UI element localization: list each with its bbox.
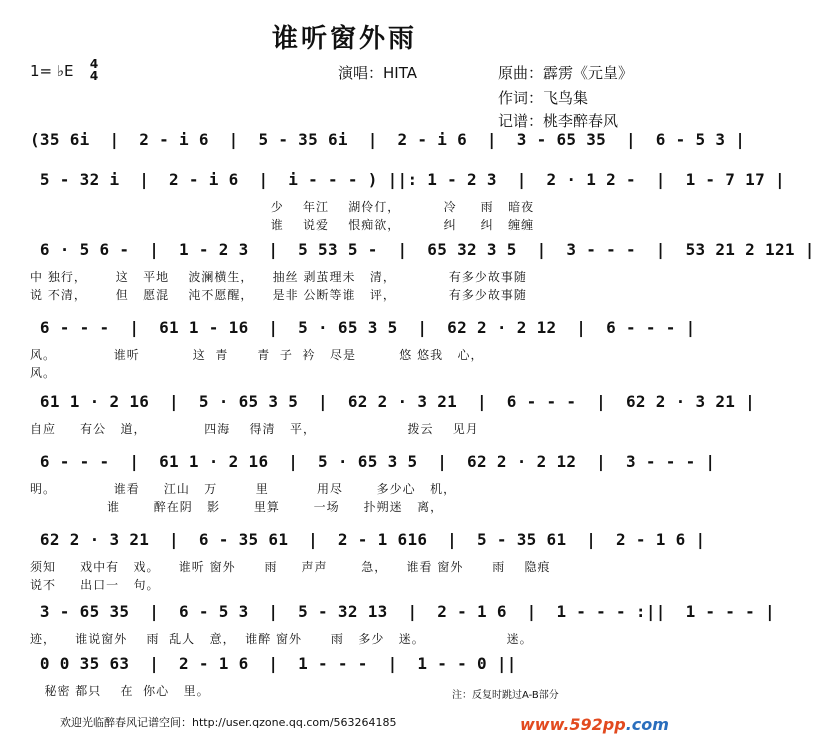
time-signature-top: 4 xyxy=(89,57,99,71)
song-title: 谁听窗外雨 xyxy=(271,24,417,54)
notation-line: 5 - 32 i | 2 - i 6 | i - - - ) ||: 1 - 2 3 | 2 · 1 2 - | 1 - 7 17 | xyxy=(30,170,785,189)
lyric-line-verse1: 秘密 都只 在 你心 里。 xyxy=(30,684,210,698)
notation-line: 6 - - - | 61 1 · 2 16 | 5 · 65 3 5 | 62 2 · 2 12 | 3 - - - | xyxy=(30,452,716,471)
lyric-line-verse1: 自应 有公 道， 四海 得清 平， 拨云 见月 xyxy=(30,422,479,436)
notation-line: (35 6i | 2 - i 6 | 5 - 35 6i | 2 - i 6 | 3 - 65 35 | 6 - 5 3 | xyxy=(30,130,746,149)
lyric-line-verse1: 少 年江 湖伶仃， 冷 雨 暗夜 xyxy=(30,200,535,214)
lyric-line-verse1: 中 独行， 这 平地 波澜横生， 抽丝 剥茧理未 清， 有多少故事随 xyxy=(30,270,527,284)
lyricist-credit: 作词：飞鸟集 xyxy=(498,89,589,107)
site-logo-name: www.592pp xyxy=(520,715,626,734)
lyric-line-verse2: 说不 出口一 句。 xyxy=(30,578,160,592)
footer-credit: 欢迎光临醉春风记谱空间：http://user.qzone.qq.com/563264185 xyxy=(60,716,397,729)
lyric-line-verse2: 说 不清， 但 愿混 沌不愿醒， 是非 公断等谁 评， 有多少故事随 xyxy=(30,288,527,302)
lyric-line-verse1: 风。 谁听 这 青 青 子 衿 尽是 悠 悠我 心， xyxy=(30,348,484,362)
notation-line: 6 · 5 6 - | 1 - 2 3 | 5 53 5 - | 65 32 3 5 | 3 - - - | 53 21 2 121 | xyxy=(30,240,815,259)
notation-line: 3 - 65 35 | 6 - 5 3 | 5 - 32 13 | 2 - 1 6 | 1 - - - :|| 1 - - - | xyxy=(30,602,775,621)
original-credit: 原曲：霹雳《元皇》 xyxy=(498,64,634,82)
repeat-footnote: 注：反复时跳过A-B部分 xyxy=(452,690,559,701)
lyric-line-verse2: 风。 xyxy=(30,366,57,380)
site-logo xyxy=(520,715,669,734)
key-signature: 1= ♭E xyxy=(30,62,74,80)
lyric-line-verse2: 谁 说爱 恨痴欲， 纠 纠 缠缠 xyxy=(30,218,535,232)
notation-line: 62 2 · 3 21 | 6 - 35 61 | 2 - 1 616 | 5 - 35 61 | 2 - 1 6 | xyxy=(30,530,706,549)
lyric-line-verse1: 迹， 谁说窗外 雨 乱人 意， 谁醉 窗外 雨 多少 迷。 迷。 xyxy=(30,632,533,646)
notation-line: 6 - - - | 61 1 - 16 | 5 · 65 3 5 | 62 2 · 2 12 | 6 - - - | xyxy=(30,318,696,337)
lyric-line-verse2: 谁 醉在阴 影 里算 一场 扑朔迷 离， xyxy=(30,500,444,514)
recorder-credit: 记谱：桃李醉春风 xyxy=(498,112,619,130)
time-signature xyxy=(88,58,100,82)
notation-line: 61 1 · 2 16 | 5 · 65 3 5 | 62 2 · 3 21 | 6 - - - | 62 2 · 3 21 | xyxy=(30,392,756,411)
lyric-line-verse1: 明。 谁看 江山 万 里 用尽 多少心 机， xyxy=(30,482,457,496)
time-signature-bottom: 4 xyxy=(89,69,99,83)
notation-line: 0 0 35 63 | 2 - 1 6 | 1 - - - | 1 - - 0 || xyxy=(30,654,517,673)
site-logo-tld: .com xyxy=(625,715,669,734)
singer-credit: 演唱：HITA xyxy=(338,64,417,82)
lyric-line-verse1: 须知 戏中有 戏。 谁听 窗外 雨 声声 急， 谁看 窗外 雨 隐痕 xyxy=(30,560,551,574)
